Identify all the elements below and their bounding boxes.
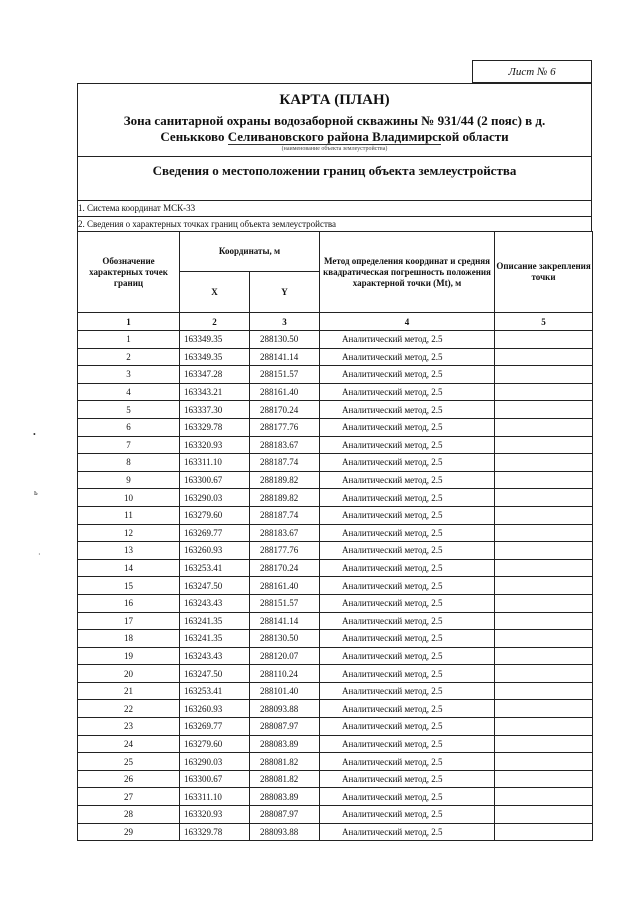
table-row bbox=[78, 348, 593, 366]
method-cell: Аналитический метод, 2.5 bbox=[320, 577, 495, 595]
description-cell bbox=[495, 489, 593, 507]
description-cell bbox=[495, 418, 593, 436]
table-row bbox=[78, 718, 593, 736]
table-row bbox=[78, 823, 593, 841]
y-coordinate-cell: 288081.82 bbox=[250, 770, 320, 788]
description-cell bbox=[495, 454, 593, 472]
table-row bbox=[78, 559, 593, 577]
description-cell bbox=[495, 630, 593, 648]
y-coordinate-cell: 288130.50 bbox=[250, 630, 320, 648]
y-coordinate-cell: 288083.89 bbox=[250, 735, 320, 753]
y-coordinate-cell: 288151.57 bbox=[250, 366, 320, 384]
col-coords-header: Координаты, м bbox=[180, 232, 320, 272]
x-coordinate-cell: 163311.10 bbox=[180, 788, 250, 806]
y-coordinate-cell: 288183.67 bbox=[250, 524, 320, 542]
x-coordinate-cell: 163347.28 bbox=[180, 366, 250, 384]
method-cell: Аналитический метод, 2.5 bbox=[320, 753, 495, 771]
point-number-cell: 26 bbox=[78, 770, 180, 788]
y-coordinate-cell: 288189.82 bbox=[250, 489, 320, 507]
x-coordinate-cell: 163290.03 bbox=[180, 753, 250, 771]
table-row bbox=[78, 665, 593, 683]
point-number-cell: 20 bbox=[78, 665, 180, 683]
table-row bbox=[78, 506, 593, 524]
description-cell bbox=[495, 700, 593, 718]
zone-description bbox=[82, 113, 587, 145]
x-coordinate-cell: 163243.43 bbox=[180, 594, 250, 612]
point-number-cell: 18 bbox=[78, 630, 180, 648]
table-row bbox=[78, 524, 593, 542]
x-coordinate-cell: 163343.21 bbox=[180, 383, 250, 401]
method-cell: Аналитический метод, 2.5 bbox=[320, 383, 495, 401]
x-coordinate-cell: 163349.35 bbox=[180, 331, 250, 349]
method-cell: Аналитический метод, 2.5 bbox=[320, 647, 495, 665]
method-cell: Аналитический метод, 2.5 bbox=[320, 700, 495, 718]
method-cell: Аналитический метод, 2.5 bbox=[320, 489, 495, 507]
table-row bbox=[78, 331, 593, 349]
point-number-cell: 4 bbox=[78, 383, 180, 401]
y-coordinate-cell: 288177.76 bbox=[250, 542, 320, 560]
table-row bbox=[78, 436, 593, 454]
point-number-cell: 14 bbox=[78, 559, 180, 577]
table-row bbox=[78, 735, 593, 753]
point-number-cell: 5 bbox=[78, 401, 180, 419]
method-cell: Аналитический метод, 2.5 bbox=[320, 594, 495, 612]
map-title: КАРТА (ПЛАН) bbox=[279, 92, 390, 108]
table-row bbox=[78, 647, 593, 665]
column-number: 5 bbox=[495, 313, 593, 331]
table-row bbox=[78, 454, 593, 472]
col-method-header: Метод определения координат и средняя квадратическая погрешность положения характерной точки (Мt), м bbox=[320, 232, 495, 313]
table-row bbox=[78, 489, 593, 507]
x-coordinate-cell: 163247.50 bbox=[180, 665, 250, 683]
point-number-cell: 22 bbox=[78, 700, 180, 718]
method-cell: Аналитический метод, 2.5 bbox=[320, 735, 495, 753]
table-row bbox=[78, 366, 593, 384]
description-cell bbox=[495, 647, 593, 665]
table-row bbox=[78, 806, 593, 824]
y-coordinate-cell: 288161.40 bbox=[250, 577, 320, 595]
method-cell: Аналитический метод, 2.5 bbox=[320, 418, 495, 436]
point-number-cell: 7 bbox=[78, 436, 180, 454]
col-point-header: Обозначение характерных точек границ bbox=[78, 232, 180, 313]
table-row bbox=[78, 418, 593, 436]
x-coordinate-cell: 163243.43 bbox=[180, 647, 250, 665]
point-number-cell: 6 bbox=[78, 418, 180, 436]
method-cell: Аналитический метод, 2.5 bbox=[320, 806, 495, 824]
margin-mark: ь bbox=[34, 488, 38, 497]
x-coordinate-cell: 163269.77 bbox=[180, 718, 250, 736]
x-coordinate-cell: 163269.77 bbox=[180, 524, 250, 542]
point-number-cell: 12 bbox=[78, 524, 180, 542]
y-coordinate-cell: 288087.97 bbox=[250, 718, 320, 736]
column-number: 4 bbox=[320, 313, 495, 331]
y-coordinate-cell: 288081.82 bbox=[250, 753, 320, 771]
description-cell bbox=[495, 682, 593, 700]
y-coordinate-cell: 288101.40 bbox=[250, 682, 320, 700]
zone-line-2: Сенькково Селивановского района Владимирской области bbox=[160, 129, 509, 144]
point-number-cell: 28 bbox=[78, 806, 180, 824]
point-number-cell: 8 bbox=[78, 454, 180, 472]
section-subtitle: Сведения о местоположении границ объекта землеустройства bbox=[152, 163, 517, 178]
x-coordinate-cell: 163253.41 bbox=[180, 559, 250, 577]
column-number: 2 bbox=[180, 313, 250, 331]
x-coordinate-cell: 163329.78 bbox=[180, 418, 250, 436]
x-coordinate-cell: 163260.93 bbox=[180, 542, 250, 560]
method-cell: Аналитический метод, 2.5 bbox=[320, 471, 495, 489]
y-coordinate-cell: 288187.74 bbox=[250, 506, 320, 524]
y-coordinate-cell: 288087.97 bbox=[250, 806, 320, 824]
y-coordinate-cell: 288170.24 bbox=[250, 401, 320, 419]
x-coordinate-cell: 163260.93 bbox=[180, 700, 250, 718]
method-cell: Аналитический метод, 2.5 bbox=[320, 366, 495, 384]
y-coordinate-cell: 288177.76 bbox=[250, 418, 320, 436]
method-cell: Аналитический метод, 2.5 bbox=[320, 559, 495, 577]
method-cell: Аналитический метод, 2.5 bbox=[320, 718, 495, 736]
point-number-cell: 19 bbox=[78, 647, 180, 665]
boundary-points-table bbox=[77, 231, 593, 841]
y-coordinate-cell: 288130.50 bbox=[250, 331, 320, 349]
column-number-row bbox=[78, 313, 593, 331]
y-coordinate-cell: 288083.89 bbox=[250, 788, 320, 806]
y-coordinate-cell: 288110.24 bbox=[250, 665, 320, 683]
x-coordinate-cell: 163241.35 bbox=[180, 612, 250, 630]
point-number-cell: 10 bbox=[78, 489, 180, 507]
method-cell: Аналитический метод, 2.5 bbox=[320, 524, 495, 542]
description-cell bbox=[495, 559, 593, 577]
y-coordinate-cell: 288093.88 bbox=[250, 823, 320, 841]
table-row bbox=[78, 700, 593, 718]
x-coordinate-cell: 163320.93 bbox=[180, 806, 250, 824]
point-number-cell: 25 bbox=[78, 753, 180, 771]
margin-mark: · bbox=[38, 550, 41, 559]
coordinate-system: 1. Система координат МСК-33 bbox=[77, 200, 592, 216]
description-cell bbox=[495, 348, 593, 366]
y-coordinate-cell: 288170.24 bbox=[250, 559, 320, 577]
y-coordinate-cell: 288187.74 bbox=[250, 454, 320, 472]
x-coordinate-cell: 163247.50 bbox=[180, 577, 250, 595]
x-coordinate-cell: 163279.60 bbox=[180, 506, 250, 524]
method-cell: Аналитический метод, 2.5 bbox=[320, 770, 495, 788]
description-cell bbox=[495, 770, 593, 788]
description-cell bbox=[495, 612, 593, 630]
table-header-row bbox=[78, 232, 593, 272]
x-coordinate-cell: 163290.03 bbox=[180, 489, 250, 507]
x-coordinate-cell: 163300.67 bbox=[180, 471, 250, 489]
point-number-cell: 21 bbox=[78, 682, 180, 700]
sheet-number: Лист № 6 bbox=[472, 60, 592, 83]
table-row bbox=[78, 594, 593, 612]
description-cell bbox=[495, 577, 593, 595]
x-coordinate-cell: 163320.93 bbox=[180, 436, 250, 454]
description-cell bbox=[495, 401, 593, 419]
y-coordinate-cell: 288189.82 bbox=[250, 471, 320, 489]
point-number-cell: 3 bbox=[78, 366, 180, 384]
description-cell bbox=[495, 331, 593, 349]
table-row bbox=[78, 542, 593, 560]
y-coordinate-cell: 288141.14 bbox=[250, 612, 320, 630]
description-cell bbox=[495, 594, 593, 612]
x-coordinate-cell: 163329.78 bbox=[180, 823, 250, 841]
column-number: 1 bbox=[78, 313, 180, 331]
table-row bbox=[78, 788, 593, 806]
y-coordinate-cell: 288161.40 bbox=[250, 383, 320, 401]
description-cell bbox=[495, 823, 593, 841]
method-cell: Аналитический метод, 2.5 bbox=[320, 630, 495, 648]
x-coordinate-cell: 163349.35 bbox=[180, 348, 250, 366]
x-coordinate-cell: 163300.67 bbox=[180, 770, 250, 788]
method-cell: Аналитический метод, 2.5 bbox=[320, 682, 495, 700]
description-cell bbox=[495, 542, 593, 560]
column-number: 3 bbox=[250, 313, 320, 331]
point-number-cell: 15 bbox=[78, 577, 180, 595]
table-row bbox=[78, 612, 593, 630]
method-cell: Аналитический метод, 2.5 bbox=[320, 788, 495, 806]
description-cell bbox=[495, 665, 593, 683]
table-row bbox=[78, 630, 593, 648]
zone-line-1: Зона санитарной охраны водозаборной скважины № 931/44 (2 пояс) в д. bbox=[123, 113, 546, 128]
y-coordinate-cell: 288183.67 bbox=[250, 436, 320, 454]
table-row bbox=[78, 401, 593, 419]
description-cell bbox=[495, 506, 593, 524]
table-row bbox=[78, 682, 593, 700]
margin-mark: • bbox=[33, 430, 36, 439]
object-note: (наименование объекта землеустройства) bbox=[78, 146, 591, 152]
x-coordinate-cell: 163241.35 bbox=[180, 630, 250, 648]
description-cell bbox=[495, 383, 593, 401]
point-number-cell: 23 bbox=[78, 718, 180, 736]
point-number-cell: 17 bbox=[78, 612, 180, 630]
description-cell bbox=[495, 436, 593, 454]
description-cell bbox=[495, 366, 593, 384]
point-number-cell: 27 bbox=[78, 788, 180, 806]
y-coordinate-cell: 288093.88 bbox=[250, 700, 320, 718]
document-header bbox=[77, 83, 592, 200]
table-row bbox=[78, 471, 593, 489]
y-coordinate-cell: 288151.57 bbox=[250, 594, 320, 612]
description-cell bbox=[495, 788, 593, 806]
x-coordinate-cell: 163311.10 bbox=[180, 454, 250, 472]
method-cell: Аналитический метод, 2.5 bbox=[320, 665, 495, 683]
col-x-header: X bbox=[180, 272, 250, 313]
method-cell: Аналитический метод, 2.5 bbox=[320, 401, 495, 419]
table-row bbox=[78, 770, 593, 788]
point-number-cell: 24 bbox=[78, 735, 180, 753]
method-cell: Аналитический метод, 2.5 bbox=[320, 331, 495, 349]
description-cell bbox=[495, 735, 593, 753]
method-cell: Аналитический метод, 2.5 bbox=[320, 542, 495, 560]
x-coordinate-cell: 163337.30 bbox=[180, 401, 250, 419]
y-coordinate-cell: 288141.14 bbox=[250, 348, 320, 366]
header-divider bbox=[78, 156, 591, 157]
point-number-cell: 29 bbox=[78, 823, 180, 841]
method-cell: Аналитический метод, 2.5 bbox=[320, 506, 495, 524]
point-number-cell: 11 bbox=[78, 506, 180, 524]
table-row bbox=[78, 577, 593, 595]
description-cell bbox=[495, 471, 593, 489]
points-section-title: 2. Сведения о характерных точках границ объекта землеустройства bbox=[77, 216, 592, 231]
point-number-cell: 13 bbox=[78, 542, 180, 560]
method-cell: Аналитический метод, 2.5 bbox=[320, 612, 495, 630]
point-number-cell: 16 bbox=[78, 594, 180, 612]
table-row bbox=[78, 383, 593, 401]
description-cell bbox=[495, 718, 593, 736]
method-cell: Аналитический метод, 2.5 bbox=[320, 823, 495, 841]
col-desc-header: Описание закрепления точки bbox=[495, 232, 593, 313]
point-number-cell: 9 bbox=[78, 471, 180, 489]
y-coordinate-cell: 288120.07 bbox=[250, 647, 320, 665]
x-coordinate-cell: 163253.41 bbox=[180, 682, 250, 700]
point-number-cell: 2 bbox=[78, 348, 180, 366]
col-y-header: Y bbox=[250, 272, 320, 313]
description-cell bbox=[495, 524, 593, 542]
method-cell: Аналитический метод, 2.5 bbox=[320, 348, 495, 366]
method-cell: Аналитический метод, 2.5 bbox=[320, 436, 495, 454]
description-cell bbox=[495, 753, 593, 771]
point-number-cell: 1 bbox=[78, 331, 180, 349]
method-cell: Аналитический метод, 2.5 bbox=[320, 454, 495, 472]
x-coordinate-cell: 163279.60 bbox=[180, 735, 250, 753]
description-cell bbox=[495, 806, 593, 824]
table-row bbox=[78, 753, 593, 771]
